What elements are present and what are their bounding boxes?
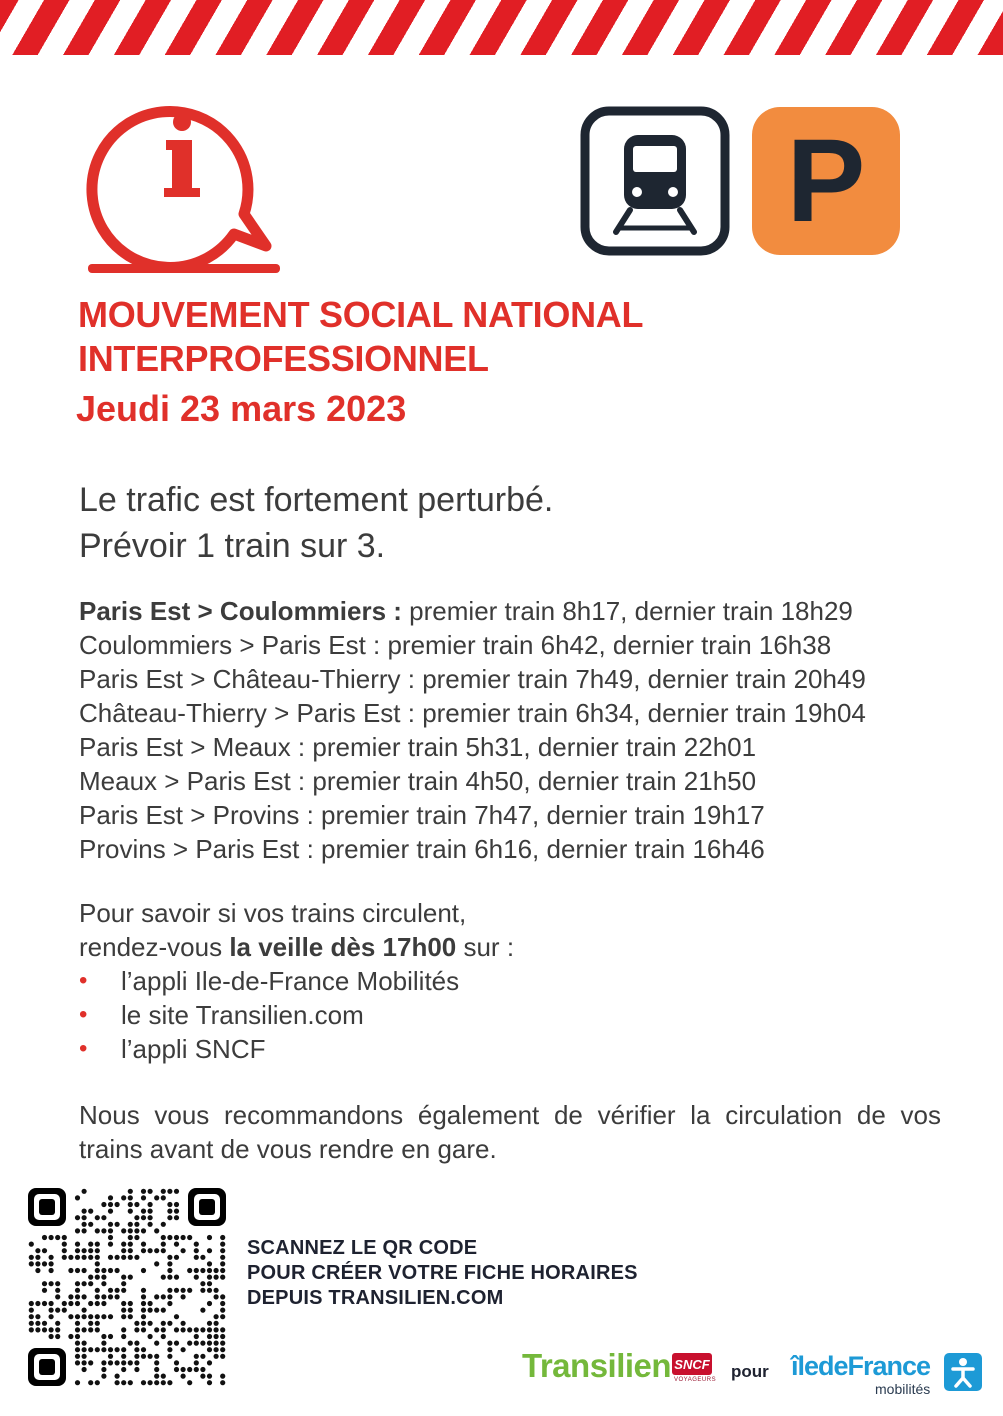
lead-line-2: Prévoir 1 train sur 3. [79,527,386,565]
schedule-times: premier train 7h49, dernier train 20h49 [414,664,866,694]
schedule-times: premier train 6h42, dernier train 16h38 [380,630,832,660]
schedule-times: premier train 6h34, dernier train 19h04 [414,698,866,728]
howto-line-2-pre: rendez-vous [79,932,230,962]
idf-mobilites-logo: îledeFrance [791,1351,931,1381]
schedule-row [79,832,866,866]
howto-list [79,964,514,1066]
schedule-row [79,730,866,764]
schedule-row [79,764,866,798]
schedule-route: Paris Est > Meaux : [79,732,306,762]
schedule-row [79,798,866,832]
parking-icon [752,107,900,255]
idf-mobilites-subtitle: mobilités [875,1381,931,1397]
schedule-route: Château-Thierry > Paris Est : [79,698,415,728]
info-speech-bubble-icon [84,74,284,278]
recommendation-text: Nous vous recommandons également de vérifier la circulation de vos trains avant de vous rendre en gare. [79,1100,941,1164]
howto-section [79,896,514,1066]
headline [78,293,643,381]
lead-text [79,477,553,569]
howto-list-item: • l’appli SNCF [79,1032,514,1066]
headline-line-1: MOUVEMENT SOCIAL NATIONAL [78,294,644,335]
qr-line-3: DEPUIS TRANSILIEN.COM [247,1287,504,1309]
howto-line-1: Pour savoir si vos trains circulent, [79,898,467,928]
schedule-times: premier train 4h50, dernier train 21h50 [305,766,757,796]
schedule-route: Provins > Paris Est : [79,834,314,864]
qr-instructions [247,1236,638,1311]
schedule-row [79,594,866,628]
footer-logos [516,1333,996,1403]
schedule-times: premier train 5h31, dernier train 22h01 [305,732,757,762]
event-date: Jeudi 23 mars 2023 [76,388,407,429]
hazard-stripe-banner [0,0,1003,55]
train-icon [580,106,730,256]
idf-person-icon [944,1353,982,1391]
howto-list-item: • l’appli Ile-de-France Mobilités [79,964,514,998]
schedule-row [79,696,866,730]
schedule-route: Paris Est > Coulommiers : [79,596,402,626]
schedule-times: premier train 8h17, dernier train 18h29 [401,596,853,626]
schedule-times: premier train 7h47, dernier train 19h17 [313,800,765,830]
howto-line-2 [79,930,514,964]
sncf-logo-subtitle: VOYAGEURS [674,1377,717,1383]
howto-line-2-post: sur : [456,932,515,962]
sncf-logo: SNCF [672,1353,712,1375]
pour-label: pour [731,1362,769,1381]
qr-line-2: POUR CRÉER VOTRE FICHE HORAIRES [247,1262,638,1284]
howto-list-item: • le site Transilien.com [79,998,514,1032]
schedule-route: Paris Est > Château-Thierry : [79,664,415,694]
lead-line-1: Le trafic est fortement perturbé. [79,481,554,519]
howto-highlight: la veille dès 17h00 [229,932,457,962]
schedule-row [79,628,866,662]
headline-line-2: INTERPROFESSIONNEL [78,338,489,379]
schedule-list [79,594,866,866]
schedule-row [79,662,866,696]
transilien-logo: Transilien [522,1347,672,1384]
qr-code-icon[interactable] [28,1188,226,1386]
schedule-route: Coulommiers > Paris Est : [79,630,381,660]
schedule-times: premier train 6h16, dernier train 16h46 [313,834,765,864]
schedule-route: Meaux > Paris Est : [79,766,306,796]
qr-line-1: SCANNEZ LE QR CODE [247,1237,478,1259]
parking-label: P [786,115,866,247]
schedule-route: Paris Est > Provins : [79,800,314,830]
